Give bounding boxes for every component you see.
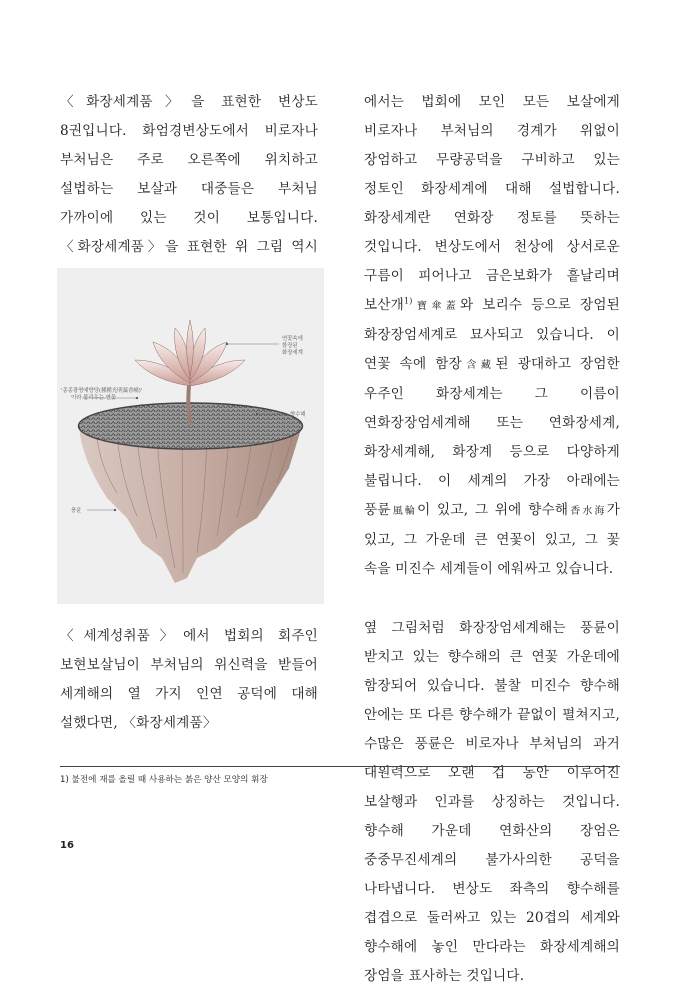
- label-lotus-name: '종종광명예향당(種種光明蘂香幢)' 이라 불리우는 연꽃: [61, 388, 143, 401]
- page-number: 16: [60, 840, 74, 851]
- body-text-right: [364, 88, 620, 991]
- paragraph: 에서는 법회에 모인 모든 보살에게 비로자나 부처님의 경계가 위없이 장엄하고 무량공덕을 구비하고 있는 정토인 화장세계에 대해 설법합니다. 화장세계란 연화장 정토를 뜻하는 것입니다. 변상도에서 천상에 상서로운 구름이 피어나고 금은보화가 흩날리며 보산개$^{1)}$寶傘蓋와 보리수 등으로 장엄된 화장장엄세계로 묘사되고 있습니다. 이 연꽃 속에 함장含藏된 광대하고 장엄한 우주인 화장세계는 그 이름이 연화장장엄세계해 또는 연화장세계, 화장세계해, 화장계 등으로 다양하게 불립니다. 이 세계의 가장 아래에는 풍륜風輪이 있고, 그 위에 향수해香水海가 있고, 그 가운데 큰 연꽃이 있고, 그 꽃 속을 미진수 세계들이 에워싸고 있습니다.: [364, 94, 621, 577]
- label-fragrant-sea: 향수해: [290, 412, 306, 418]
- footnote: 1) 불전에 재를 올릴 때 사용하는 붉은 양산 모양의 휘장: [60, 775, 268, 785]
- hwajang-world-illustration: [57, 268, 324, 604]
- paragraph: 〈화장세계품〉을 표현한 변상도 8권입니다. 화엄경변상도에서 비로자나 부처님은 주로 오른쪽에 위치하고 설법하는 보살과 대중들은 부처님 가까이에 있는 것이 보통입니다. 〈화장세계품〉을 표현한 위 그림 역시: [60, 94, 318, 255]
- paragraph: 〈세계성취품〉에서 법회의 회주인 보현보살님이 부처님의 위신력을 받들어 세계해의 열 가지 인연 공덕에 대해 설했다면, 〈화장세계품〉: [60, 628, 318, 731]
- body-text-left-bottom: [60, 622, 318, 738]
- label-wind-wheel: 풍륜: [71, 508, 82, 514]
- paragraph: 옆 그림처럼 화장장엄세계해는 풍륜이 받치고 있는 향수해의 큰 연꽃 가운데에 함장되어 있습니다. 불찰 미진수 향수해 안에는 또 다른 향수해가 끝없이 펼쳐지고, 수많은 풍륜은 비로자나 부처님의 과거 대원력으로 오랜 겁 동안 이루어진 보살행과 인과를 상징하는 것입니다. 향수해 가운데 연화산의 장엄은 중중무진세계의 불가사의한 공덕을 나타냅니다. 변상도 좌측의 향수해를 겹겹으로 둘러싸고 있는 20겹의 세계와 향수해에 놓인 만다라는 화장세계해의 장엄을 표사하는 것입니다.: [364, 620, 620, 984]
- footnote-divider: [60, 766, 620, 767]
- footnote-marker: 1): [404, 296, 413, 306]
- label-lotus-world: 연꽃속에 함장된 화장세계: [282, 336, 303, 356]
